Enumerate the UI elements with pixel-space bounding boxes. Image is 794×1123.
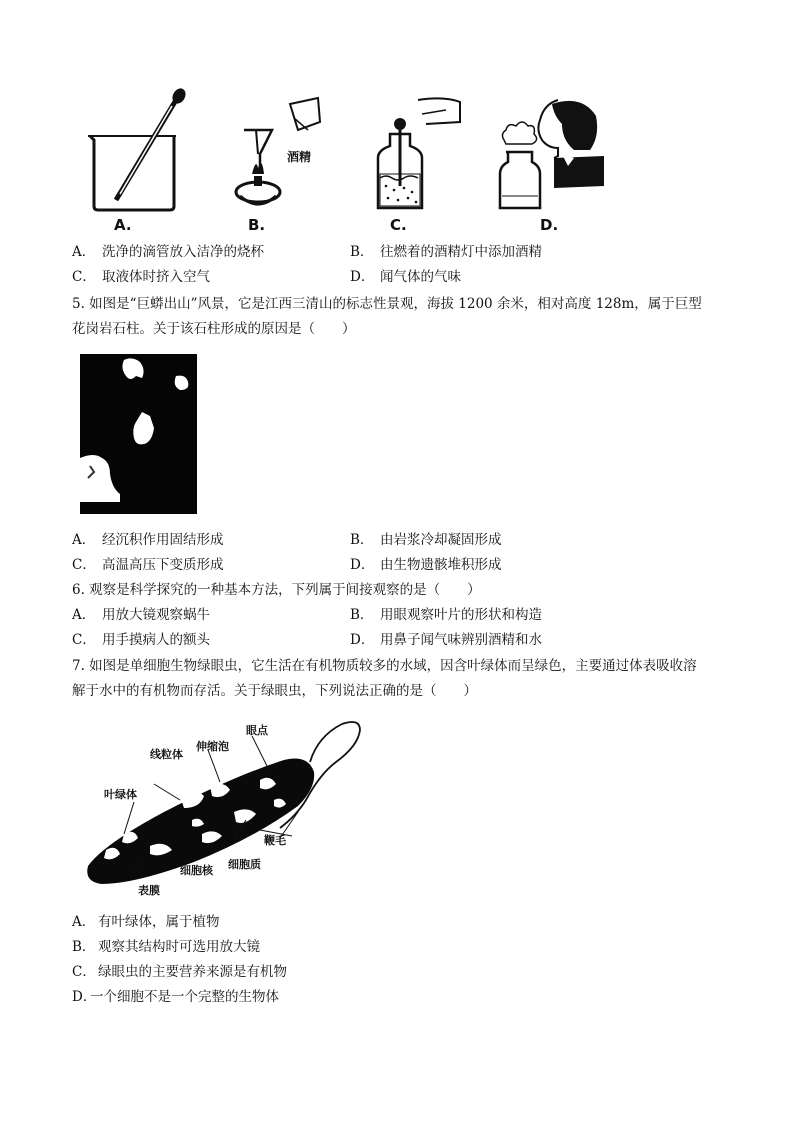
figure-a-beaker-dropper bbox=[84, 88, 194, 212]
q4-option-a[interactable]: A． 洗净的滴管放入洁净的烧杯 bbox=[72, 244, 264, 260]
q6-stem: 6. 观察是科学探究的一种基本方法，下列属于间接观察的是（ ） bbox=[72, 582, 481, 598]
q4-option-c[interactable]: C． 取液体时挤入空气 bbox=[72, 269, 210, 285]
q5-stem-line1: 5. 如图是“巨蟒出山”风景，它是江西三清山的标志性景观，海拔 1200 余米，相对高度 128m，属于巨型 bbox=[72, 296, 702, 312]
label-eyespot: 眼点 bbox=[246, 724, 268, 737]
figure-label-d: D. bbox=[540, 216, 559, 234]
alcohol-label: 酒精 bbox=[287, 150, 312, 164]
q5-option-d[interactable]: D． 由生物遗骸堆积形成 bbox=[350, 557, 502, 573]
q7-option-a[interactable]: A． 有叶绿体，属于植物 bbox=[72, 914, 220, 930]
q4-option-d[interactable]: D． 闻气体的气味 bbox=[350, 269, 461, 285]
q7-stem-line1: 7. 如图是单细胞生物绿眼虫，它生活在有机物质较多的水域，因含叶绿体而呈绿色，主要通过体表吸收溶 bbox=[72, 658, 697, 674]
q6-option-b[interactable]: B． 用眼观察叶片的形状和构造 bbox=[350, 607, 542, 623]
granite-pillar-photo bbox=[80, 354, 197, 514]
q7-option-b[interactable]: B． 观察其结构时可选用放大镜 bbox=[72, 939, 260, 955]
q7-option-c[interactable]: C． 绿眼虫的主要营养来源是有机物 bbox=[72, 964, 287, 980]
q4-option-b[interactable]: B． 往燃着的酒精灯中添加酒精 bbox=[350, 244, 542, 260]
q5-stem-line2: 花岗岩石柱。关于该石柱形成的原因是（ ） bbox=[72, 321, 356, 337]
q6-option-c[interactable]: C． 用手摸病人的额头 bbox=[72, 632, 210, 648]
label-cytoplasm: 细胞质 bbox=[228, 858, 261, 871]
label-mitochondria: 线粒体 bbox=[150, 748, 183, 761]
figure-d-smelling-gas bbox=[496, 96, 608, 214]
figure-label-a: A. bbox=[114, 216, 132, 234]
label-chloroplast: 叶绿体 bbox=[104, 788, 137, 801]
figure-c-dropper-bottle bbox=[374, 94, 464, 212]
q5-option-c[interactable]: C． 高温高压下变质形成 bbox=[72, 557, 224, 573]
label-nucleus: 细胞核 bbox=[180, 864, 213, 877]
q6-option-d[interactable]: D． 用鼻子闻气味辨别酒精和水 bbox=[350, 632, 542, 648]
figure-label-c: C. bbox=[390, 216, 407, 234]
q6-option-a[interactable]: A． 用放大镜观察蜗牛 bbox=[72, 607, 210, 623]
q5-option-a[interactable]: A． 经沉积作用固结形成 bbox=[72, 532, 224, 548]
q7-stem-line2: 解于水中的有机物而存活。关于绿眼虫，下列说法正确的是（ ） bbox=[72, 683, 477, 699]
q7-option-d[interactable]: D．一个细胞不是一个完整的生物体 bbox=[72, 989, 279, 1005]
label-flagellum: 鞭毛 bbox=[264, 834, 286, 847]
figure-label-b: B. bbox=[248, 216, 266, 234]
label-pellicle: 表膜 bbox=[138, 884, 160, 897]
label-contractile-vacuole: 伸缩泡 bbox=[196, 740, 229, 753]
q5-option-b[interactable]: B． 由岩浆冷却凝固形成 bbox=[350, 532, 502, 548]
